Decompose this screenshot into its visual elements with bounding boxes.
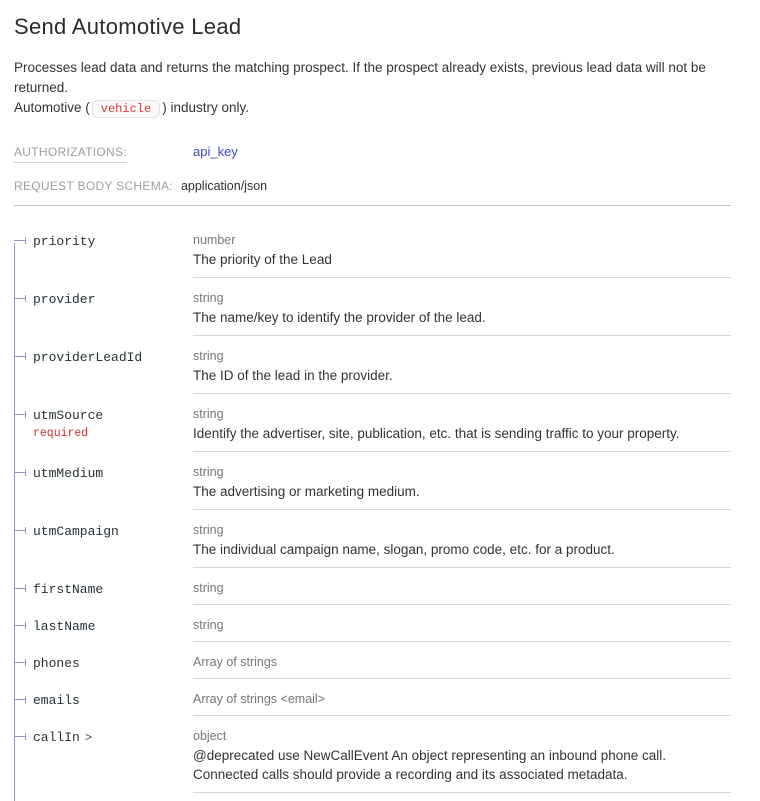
field-name-cell xyxy=(14,232,193,278)
industry-code-chip: vehicle xyxy=(92,100,160,118)
field-description: @deprecated use NewCallEvent An object representing an inbound phone call. Connected calls should provide a recording and its associated metadata. xyxy=(193,748,667,782)
field-name-cell xyxy=(14,617,193,642)
field-description: The name/key to identify the provider of the lead. xyxy=(193,310,486,325)
field-name: priority xyxy=(33,234,96,249)
field-type: string xyxy=(193,523,224,537)
field-description: The advertising or marketing medium. xyxy=(193,484,420,499)
field-name-wrap xyxy=(33,654,80,671)
api-key-link[interactable]: api_key xyxy=(193,144,238,159)
tree-connector-icon xyxy=(14,699,26,700)
field-detail-cell xyxy=(193,522,731,568)
field-name-cell xyxy=(14,464,193,510)
field-name: utmSource xyxy=(33,408,104,423)
field-type: string xyxy=(193,618,224,632)
description-line-2 xyxy=(14,98,731,119)
description-line-1: Processes lead data and returns the matching prospect. If the prospect already exists, previous lead data will not be returned. xyxy=(14,60,706,95)
field-name: lastName xyxy=(33,619,96,634)
field-name-cell xyxy=(14,691,193,716)
field-name-cell xyxy=(14,522,193,568)
field-detail-cell xyxy=(193,464,731,510)
tree-connector-icon xyxy=(14,625,26,626)
field-type: string xyxy=(193,581,224,595)
field-detail-cell xyxy=(193,232,731,278)
tree-connector-icon xyxy=(14,736,26,737)
field-row xyxy=(14,348,731,394)
field-description: The ID of the lead in the provider. xyxy=(193,368,393,383)
expand-chevron-icon[interactable]: > xyxy=(84,731,93,745)
request-body-schema-label: REQUEST BODY SCHEMA: xyxy=(14,179,173,193)
field-detail-cell xyxy=(193,728,731,793)
field-type: number xyxy=(193,233,236,247)
field-name: utmCampaign xyxy=(33,524,119,539)
field-type: string xyxy=(193,349,224,363)
field-name-wrap xyxy=(33,290,95,307)
field-name-wrap xyxy=(33,406,103,423)
authorizations-label: AUTHORIZATIONS: xyxy=(14,145,127,163)
field-type: Array of strings <email> xyxy=(193,692,325,706)
field-row xyxy=(14,617,731,642)
field-name: emails xyxy=(33,693,80,708)
field-description: Identify the advertiser, site, publication, etc. that is sending traffic to your property. xyxy=(193,426,680,441)
tree-connector-icon xyxy=(14,472,26,473)
field-name: callIn xyxy=(33,730,80,745)
field-name-wrap xyxy=(33,232,95,249)
tree-connector-icon xyxy=(14,414,26,415)
field-row xyxy=(14,580,731,605)
field-detail-cell xyxy=(193,691,731,716)
tree-connector-icon xyxy=(14,356,26,357)
field-detail-cell xyxy=(193,580,731,605)
description-line-2-post: ) industry only. xyxy=(162,100,249,115)
authorizations-row xyxy=(14,143,731,163)
field-row xyxy=(14,464,731,510)
field-name-cell xyxy=(14,654,193,679)
field-detail-cell xyxy=(193,654,731,679)
field-name-cell xyxy=(14,348,193,394)
tree-connector-icon xyxy=(14,588,26,589)
tree-connector-icon xyxy=(14,662,26,663)
field-name-cell xyxy=(14,580,193,605)
field-type: object xyxy=(193,729,227,743)
field-type: Array of strings xyxy=(193,655,278,669)
field-name-wrap xyxy=(33,580,103,597)
field-name-wrap xyxy=(33,522,119,539)
endpoint-description xyxy=(14,58,731,119)
content-type-value: application/json xyxy=(180,179,268,193)
field-row xyxy=(14,654,731,679)
field-description: The individual campaign name, slogan, promo code, etc. for a product. xyxy=(193,542,615,557)
tree-connector-icon xyxy=(14,298,26,299)
field-name: providerLeadId xyxy=(33,350,143,365)
field-type: string xyxy=(193,291,224,305)
field-name-cell xyxy=(14,728,193,793)
field-row xyxy=(14,522,731,568)
field-row xyxy=(14,728,731,793)
field-row xyxy=(14,691,731,716)
field-detail-cell xyxy=(193,406,731,452)
field-type: string xyxy=(193,407,224,421)
field-name-wrap xyxy=(33,691,80,708)
field-type: string xyxy=(193,465,224,479)
field-detail-cell xyxy=(193,348,731,394)
field-name-wrap xyxy=(33,348,142,365)
page-title: Send Automotive Lead xyxy=(14,14,242,39)
field-name: provider xyxy=(33,292,96,307)
field-description: The priority of the Lead xyxy=(193,252,332,267)
field-name-wrap xyxy=(33,617,95,634)
tree-connector-icon xyxy=(14,530,26,531)
field-name: firstName xyxy=(33,582,104,597)
required-badge: required xyxy=(33,427,89,440)
field-row xyxy=(14,406,731,452)
field-name-cell xyxy=(14,406,193,452)
request-body-fields xyxy=(14,232,731,793)
description-line-2-pre: Automotive ( xyxy=(14,100,90,115)
field-row xyxy=(14,290,731,336)
field-name-wrap xyxy=(33,464,103,481)
request-body-schema-row xyxy=(14,179,731,206)
field-detail-cell xyxy=(193,617,731,642)
field-row xyxy=(14,232,731,278)
tree-connector-icon xyxy=(14,240,26,241)
field-name-cell xyxy=(14,290,193,336)
field-name-wrap[interactable] xyxy=(33,728,92,745)
field-detail-cell xyxy=(193,290,731,336)
field-name: phones xyxy=(33,656,80,671)
field-name: utmMedium xyxy=(33,466,104,481)
